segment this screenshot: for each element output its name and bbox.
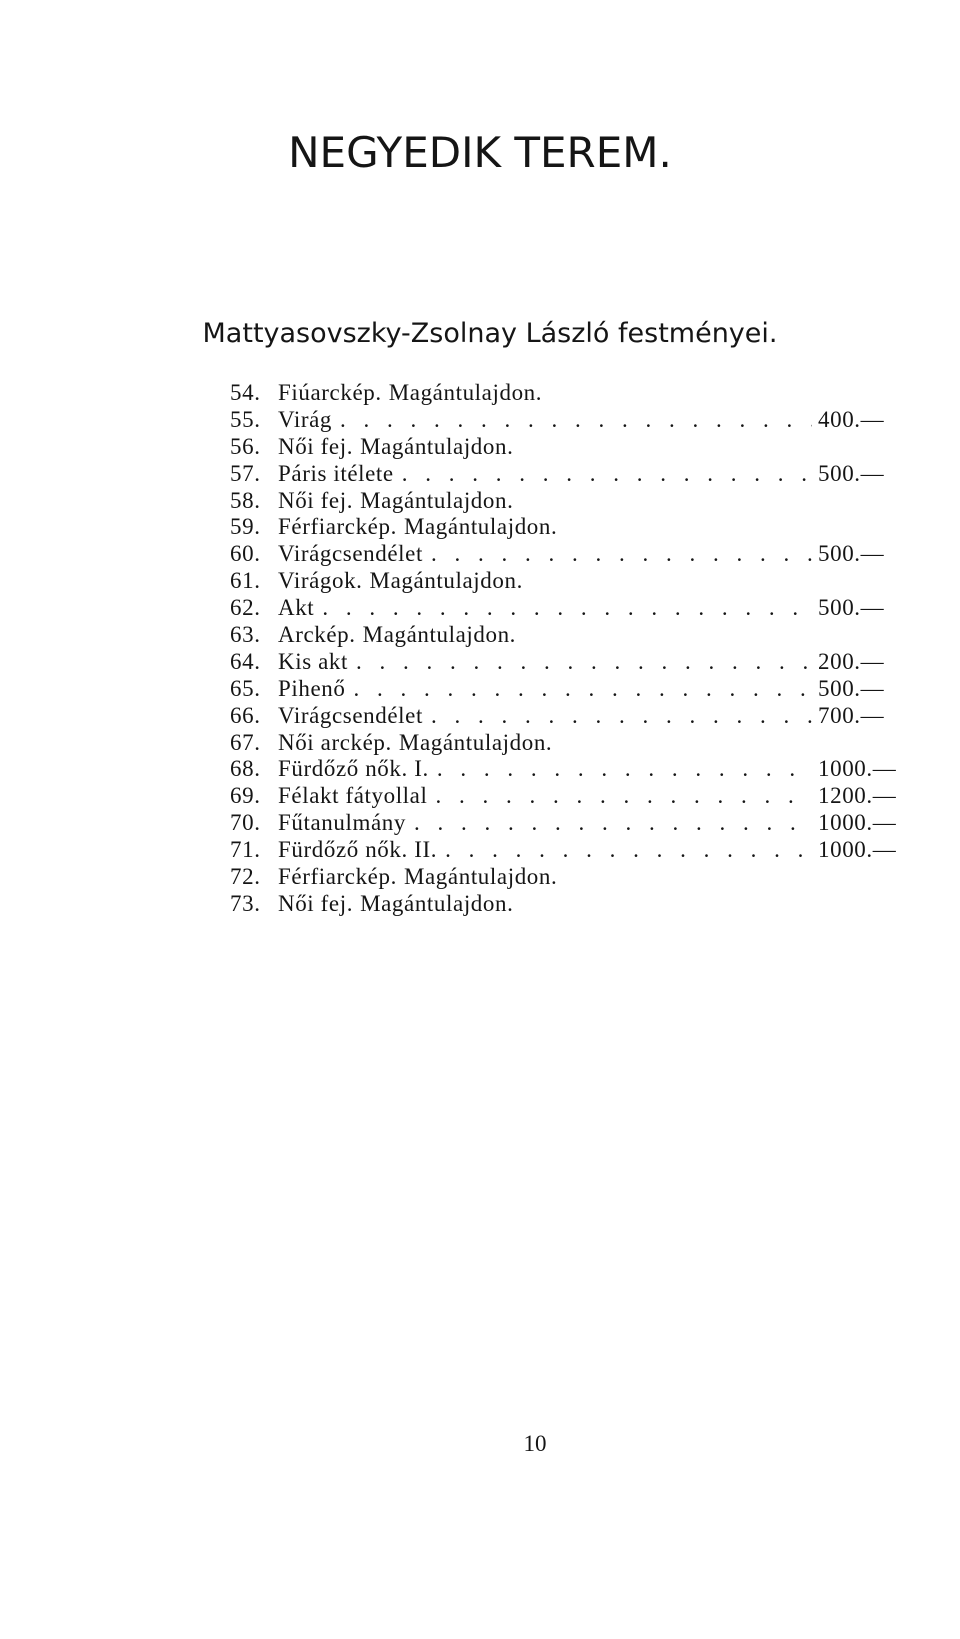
catalog-entry <box>230 568 910 595</box>
entry-number: 59. <box>230 514 261 540</box>
entry-title: Női arckép. <box>278 729 392 755</box>
entry-price: 500.— <box>818 675 885 701</box>
catalog-entry <box>230 434 910 461</box>
entry-ownership-note: Magántulajdon. <box>362 622 517 648</box>
entry-title: Fürdőző nők. II. <box>278 837 438 863</box>
entry-number: 54. <box>230 380 261 405</box>
entry-title: Fiúarckép. <box>278 380 382 405</box>
catalog-entry <box>230 703 910 730</box>
entry-number: 72. <box>230 864 261 890</box>
entry-number: 62. <box>230 595 261 621</box>
entry-price: 500.— <box>818 595 885 621</box>
entry-title: Virágcsendélet <box>278 541 423 567</box>
page-title: NEGYEDIK TEREM. <box>288 128 672 177</box>
dot-leader <box>431 703 812 730</box>
entry-ownership-note: Magántulajdon. <box>388 380 543 405</box>
entry-ownership-note: Magántulajdon. <box>360 487 514 513</box>
catalog-entry <box>230 380 910 407</box>
entry-number: 71. <box>230 837 261 863</box>
entry-number: 58. <box>230 487 261 513</box>
entry-number: 61. <box>230 568 261 594</box>
catalog-entry <box>230 649 910 676</box>
dot-leader <box>445 837 812 864</box>
entry-title: Női fej. <box>278 433 354 459</box>
entry-title: Női fej. <box>278 890 354 916</box>
entry-number: 60. <box>230 541 261 567</box>
entry-ownership-note: Magántulajdon. <box>403 864 558 890</box>
entry-ownership-note: Magántulajdon. <box>360 890 514 916</box>
entry-price: 500.— <box>818 541 885 567</box>
entry-ownership-note: Magántulajdon. <box>403 514 558 540</box>
entry-title: Páris itélete <box>278 460 394 486</box>
entry-ownership-note: Magántulajdon. <box>398 729 553 755</box>
entry-price: 200.— <box>818 648 885 674</box>
entry-price: 1200.— <box>818 783 897 809</box>
entry-title: Virágok. <box>278 568 363 594</box>
entry-number: 67. <box>230 729 261 755</box>
entry-title: Férfiarckép. <box>278 864 397 890</box>
entry-number: 73. <box>230 890 261 916</box>
entry-price: 500.— <box>818 460 885 486</box>
entry-number: 70. <box>230 810 261 836</box>
entry-number: 63. <box>230 622 261 648</box>
catalog-entry <box>230 595 910 622</box>
catalog-entry <box>230 837 910 864</box>
entry-number: 64. <box>230 648 261 674</box>
entry-price: 1000.— <box>818 837 897 863</box>
section-subtitle: Mattyasovszky-Zsolnay László festményei. <box>202 318 778 349</box>
catalog-entry <box>230 756 910 783</box>
dot-leader <box>340 407 812 434</box>
entry-ownership-note: Magántulajdon. <box>369 568 523 594</box>
dot-leader <box>322 595 812 622</box>
dot-leader <box>414 810 812 837</box>
entry-title: Női fej. <box>278 487 354 513</box>
dot-leader <box>437 756 812 783</box>
catalog-entry <box>230 541 910 568</box>
entry-title: Arckép. <box>278 622 356 648</box>
dot-leader <box>402 461 812 488</box>
catalog-entry <box>230 407 910 434</box>
catalog-entry <box>230 891 910 918</box>
catalog-entry <box>230 730 910 757</box>
entry-title: Fürdőző nők. I. <box>278 756 429 782</box>
catalog-entry <box>230 461 910 488</box>
catalog-entry <box>230 514 910 541</box>
entry-title: Pihenő <box>278 675 346 701</box>
catalog-entry <box>230 783 910 810</box>
entry-title: Akt <box>278 595 315 621</box>
dot-leader <box>431 541 812 568</box>
entry-title: Kis akt <box>278 648 348 674</box>
entry-title: Fűtanulmány <box>278 810 406 836</box>
catalog-entry <box>230 864 910 891</box>
entry-price: 400.— <box>818 406 885 432</box>
entry-price: 1000.— <box>818 810 897 836</box>
entry-number: 56. <box>230 433 261 459</box>
entry-title: Virágcsendélet <box>278 702 423 728</box>
catalog-entry <box>230 810 910 837</box>
entry-number: 69. <box>230 783 261 809</box>
dot-leader <box>354 676 813 703</box>
entry-number: 66. <box>230 702 261 728</box>
entry-ownership-note: Magántulajdon. <box>360 433 514 459</box>
catalog-list <box>230 380 910 918</box>
entry-number: 57. <box>230 460 261 486</box>
entry-title: Virág <box>278 406 332 432</box>
entry-number: 68. <box>230 756 261 782</box>
entry-price: 1000.— <box>818 756 897 782</box>
dot-leader <box>435 783 812 810</box>
catalog-entry <box>230 676 910 703</box>
catalog-entry <box>230 622 910 649</box>
entry-title: Félakt fátyollal <box>278 783 428 809</box>
entry-number: 55. <box>230 406 261 432</box>
page-number: 10 <box>523 1431 547 1456</box>
entry-price: 700.— <box>818 702 885 728</box>
catalog-entry <box>230 488 910 515</box>
entry-number: 65. <box>230 675 261 701</box>
entry-title: Férfiarckép. <box>278 514 397 540</box>
dot-leader <box>356 649 812 676</box>
